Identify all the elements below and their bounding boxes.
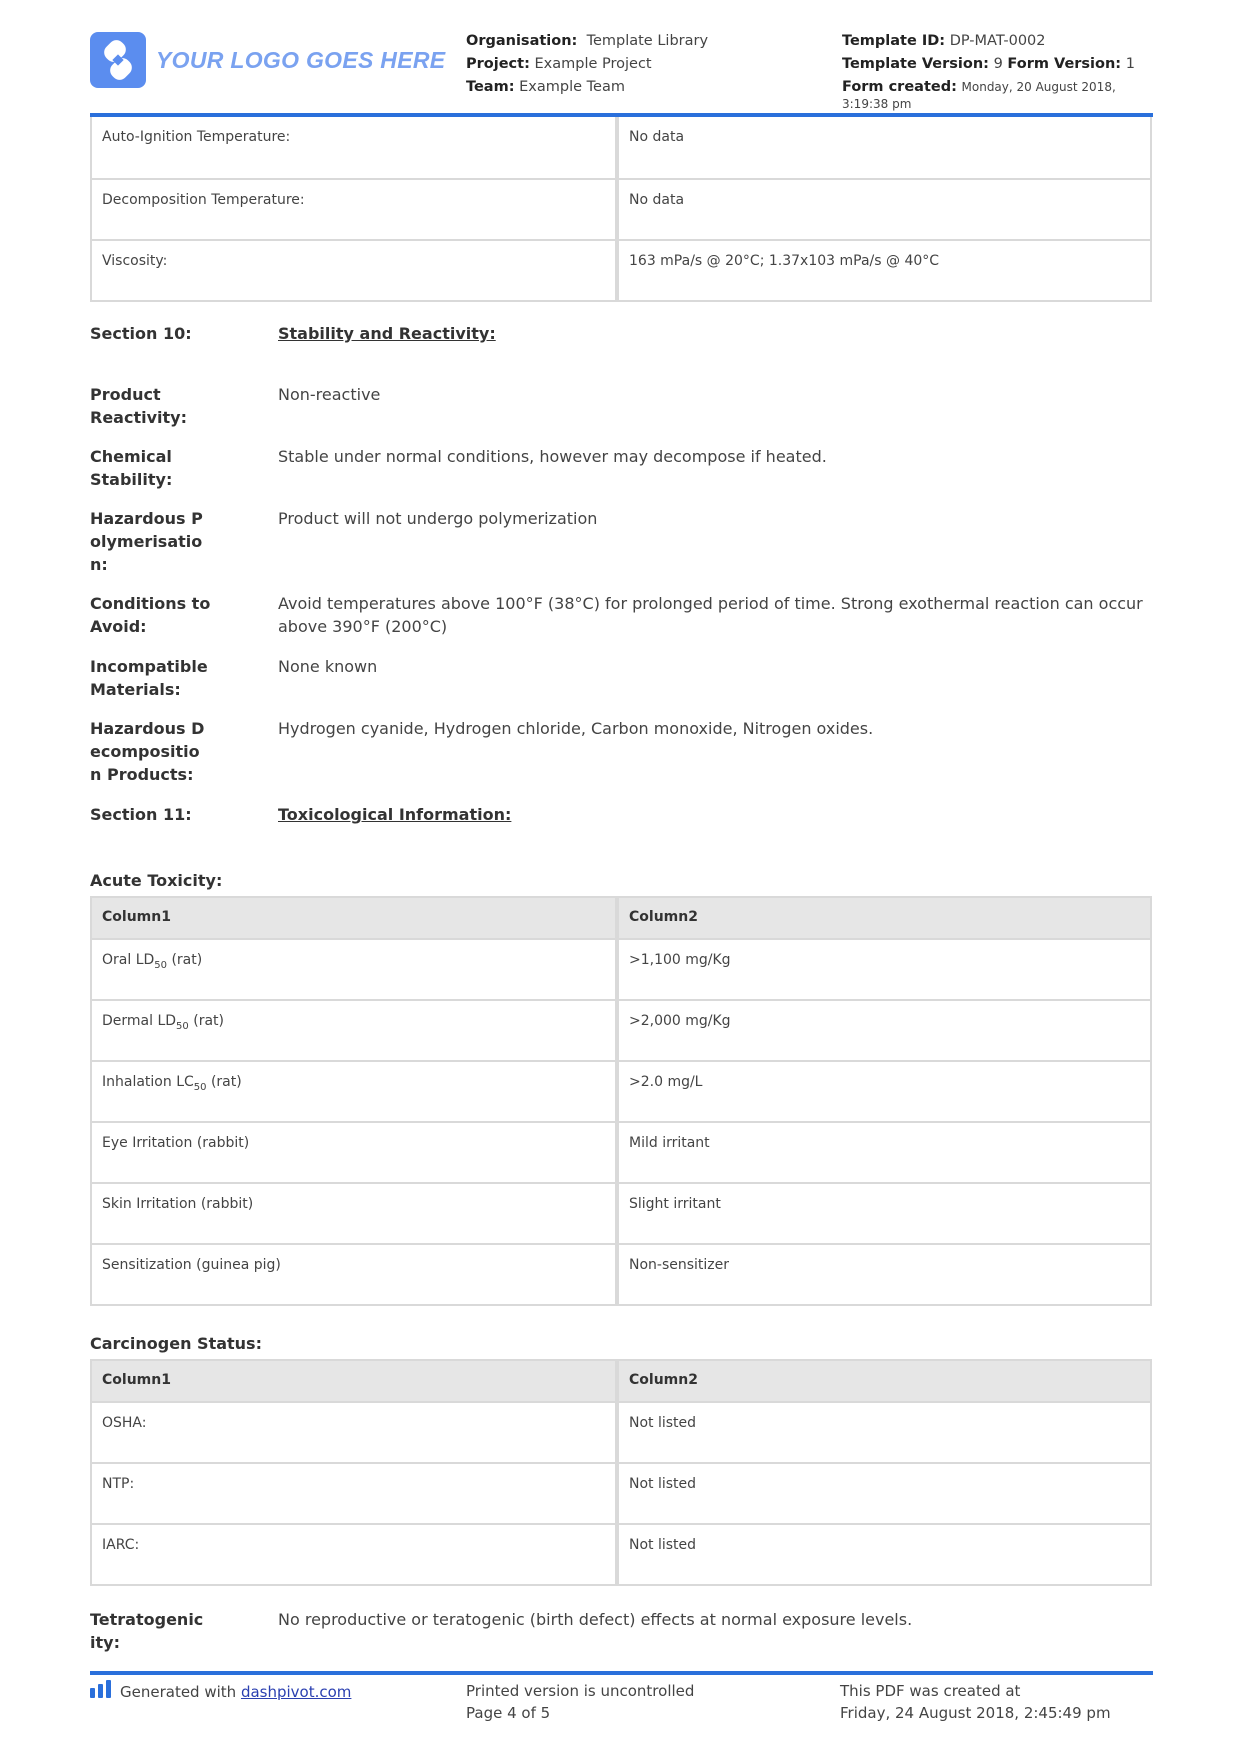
logo-text: YOUR LOGO GOES HERE bbox=[156, 46, 446, 73]
team-value: Example Team bbox=[519, 79, 625, 95]
footer-divider bbox=[90, 1671, 1153, 1675]
agency-label: NTP: bbox=[92, 1464, 619, 1523]
field-value: None known bbox=[278, 657, 378, 676]
page-number: Page 4 of 5 bbox=[466, 1704, 551, 1722]
table-header-row bbox=[92, 1361, 1150, 1401]
field-label: Chemical Stability: bbox=[90, 447, 173, 489]
field-label: Incompatible Materials: bbox=[90, 657, 208, 699]
logo bbox=[90, 32, 445, 88]
field-value: Non-reactive bbox=[278, 385, 381, 404]
agency-value: Not listed bbox=[629, 1476, 697, 1492]
table-row bbox=[92, 1060, 1150, 1121]
organisation-value: Template Library bbox=[586, 33, 709, 49]
agency-label: IARC: bbox=[92, 1525, 619, 1584]
table-row bbox=[92, 1182, 1150, 1243]
carcinogen-status-table bbox=[90, 1359, 1152, 1586]
column-header: Column2 bbox=[629, 909, 698, 925]
table-row bbox=[92, 178, 1150, 239]
table-row bbox=[92, 117, 1150, 178]
properties-table bbox=[90, 117, 1152, 302]
form-created-value: Monday, 20 August 2018, 3:19:38 pm bbox=[842, 80, 1116, 111]
printed-uncontrolled-text: Printed version is uncontrolled bbox=[466, 1682, 695, 1700]
toxicity-value: Slight irritant bbox=[629, 1196, 721, 1212]
toxicity-test: Inhalation $LC_{50}$ (rat) bbox=[92, 1062, 619, 1121]
template-version-value: 9 bbox=[993, 56, 1003, 72]
column-header: Column1 bbox=[92, 1361, 619, 1401]
agency-value: Not listed bbox=[629, 1537, 697, 1553]
form-version-value: 1 bbox=[1125, 56, 1135, 72]
field-label: Hazardous Decomposition Products: bbox=[90, 719, 205, 784]
footer-generated bbox=[90, 1680, 351, 1704]
property-value: No data bbox=[629, 192, 685, 208]
property-value: 163 mPa/s @ 20°C; 1.37x103 mPa/s @ 40°C bbox=[629, 253, 940, 269]
pdf-created-date: Friday, 24 August 2018, 2:45:49 pm bbox=[840, 1704, 1111, 1722]
field-value: Product will not undergo polymerization bbox=[278, 509, 598, 528]
template-id-value: DP-MAT-0002 bbox=[949, 33, 1046, 49]
table-row bbox=[92, 1523, 1150, 1584]
project-value: Example Project bbox=[534, 56, 652, 72]
property-value: No data bbox=[629, 129, 685, 145]
field-value: Stable under normal conditions, however may decompose if heated. bbox=[278, 447, 827, 466]
acute-toxicity-table bbox=[90, 896, 1152, 1306]
carcinogen-status-heading: Carcinogen Status: bbox=[90, 1334, 262, 1353]
acute-toxicity-heading: Acute Toxicity: bbox=[90, 871, 223, 890]
dashpivot-icon bbox=[90, 1680, 112, 1704]
project-label: Project: bbox=[466, 56, 530, 72]
teratogenicity-value: No reproductive or teratogenic (birth defect) effects at normal exposure levels. bbox=[278, 1610, 913, 1629]
property-label: Decomposition Temperature: bbox=[92, 180, 619, 239]
section-10-title: Stability and Reactivity: bbox=[278, 324, 496, 343]
agency-label: OSHA: bbox=[92, 1403, 619, 1462]
field-label: Hazardous Polymerisation: bbox=[90, 509, 203, 574]
field-value: Hydrogen cyanide, Hydrogen chloride, Carbon monoxide, Nitrogen oxides. bbox=[278, 719, 874, 738]
column-header: Column1 bbox=[92, 898, 619, 938]
table-row bbox=[92, 1401, 1150, 1462]
section-11-title: Toxicological Information: bbox=[278, 805, 512, 824]
toxicity-value: >2.0 mg/L bbox=[629, 1074, 703, 1090]
toxicity-test: Skin Irritation (rabbit) bbox=[92, 1184, 619, 1243]
agency-value: Not listed bbox=[629, 1415, 697, 1431]
table-header-row bbox=[92, 898, 1150, 938]
toxicity-value: >1,100 mg/Kg bbox=[629, 952, 731, 968]
column-header: Column2 bbox=[629, 1372, 698, 1388]
pdf-created-label: This PDF was created at bbox=[840, 1682, 1021, 1700]
table-row bbox=[92, 1243, 1150, 1304]
toxicity-value: >2,000 mg/Kg bbox=[629, 1013, 731, 1029]
section-11-number: Section 11: bbox=[90, 805, 192, 824]
field-label: Conditions to Avoid: bbox=[90, 594, 211, 636]
section-10-number: Section 10: bbox=[90, 324, 192, 343]
header-meta-org bbox=[466, 30, 796, 99]
logo-icon bbox=[90, 32, 146, 88]
table-row bbox=[92, 1121, 1150, 1182]
toxicity-value: Mild irritant bbox=[629, 1135, 710, 1151]
table-row bbox=[92, 1462, 1150, 1523]
toxicity-test: Sensitization (guinea pig) bbox=[92, 1245, 619, 1304]
dashpivot-link[interactable]: dashpivot.com bbox=[240, 1683, 352, 1701]
page-header bbox=[90, 28, 1152, 116]
form-version-label: Form Version: bbox=[1007, 56, 1122, 72]
table-row bbox=[92, 938, 1150, 999]
field-value: Avoid temperatures above 100°F (38°C) for prolonged period of time. Strong exothermal reaction can occur above 390°F (200°C) bbox=[278, 594, 1143, 636]
template-id-label: Template ID: bbox=[842, 33, 946, 49]
form-created-label: Form created: bbox=[842, 79, 957, 95]
template-version-label: Template Version: bbox=[842, 56, 989, 72]
toxicity-test: Eye Irritation (rabbit) bbox=[92, 1123, 619, 1182]
organisation-label: Organisation: bbox=[466, 33, 578, 49]
toxicity-test: Oral $LD_{50}$ (rat) bbox=[92, 940, 619, 999]
header-meta-template bbox=[842, 30, 1152, 113]
property-label: Auto-Ignition Temperature: bbox=[92, 117, 619, 178]
footer-print-info bbox=[466, 1680, 694, 1724]
toxicity-value: Non-sensitizer bbox=[629, 1257, 730, 1273]
footer-created-info bbox=[840, 1680, 1111, 1724]
team-label: Team: bbox=[466, 79, 515, 95]
table-row bbox=[92, 239, 1150, 300]
teratogenicity-label: Tetratogenicity: bbox=[90, 1610, 204, 1652]
field-label: Product Reactivity: bbox=[90, 385, 187, 427]
generated-with-text: Generated with bbox=[120, 1683, 237, 1701]
property-label: Viscosity: bbox=[92, 241, 619, 300]
table-row bbox=[92, 999, 1150, 1060]
toxicity-test: Dermal $LD_{50}$ (rat) bbox=[92, 1001, 619, 1060]
